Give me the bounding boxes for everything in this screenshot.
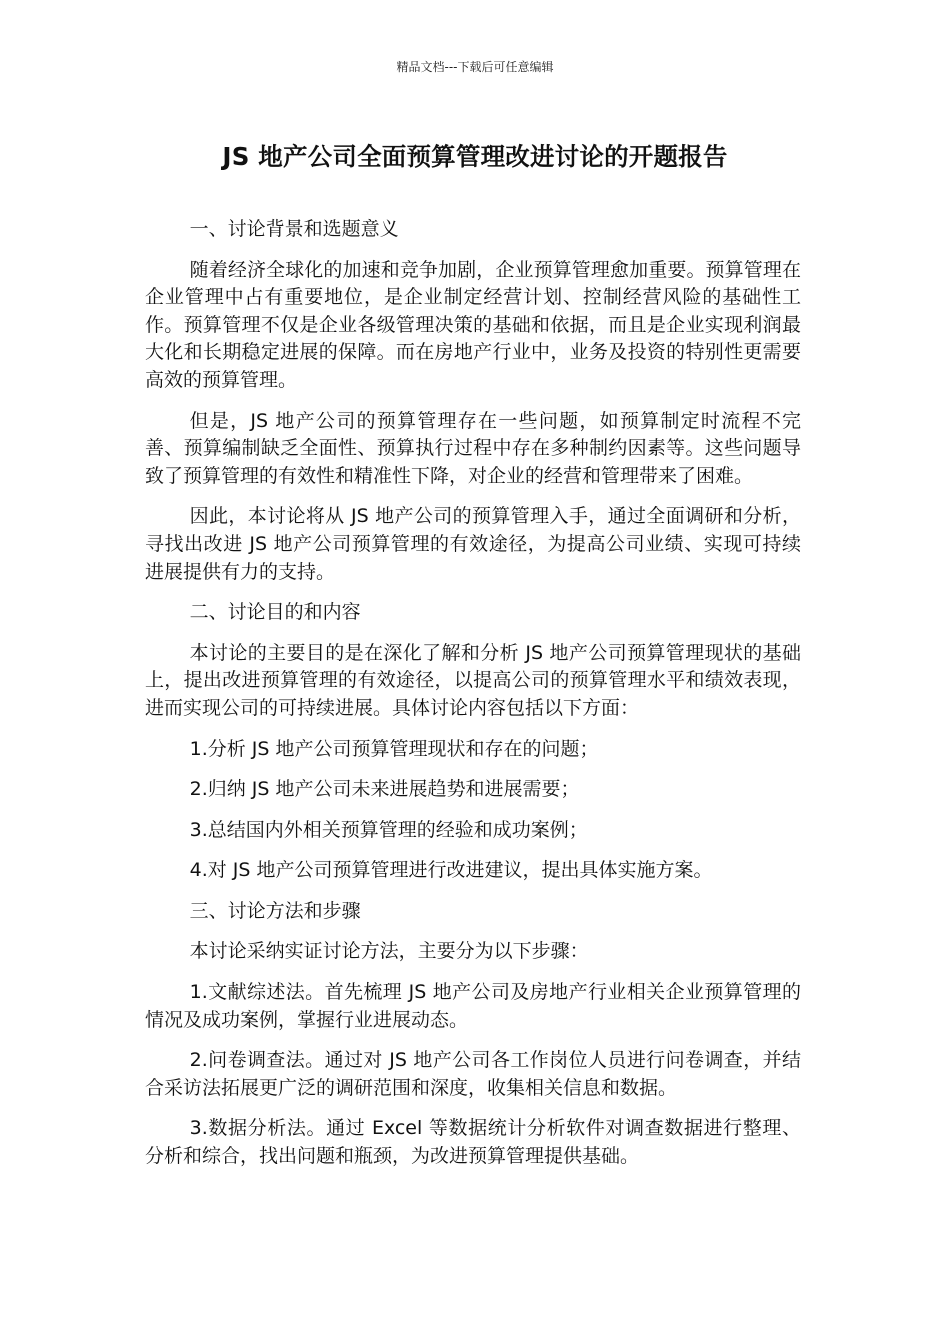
- section-heading-methods: 三、讨论方法和步骤: [189, 899, 361, 922]
- paragraph-background-3: 因此，本讨论将从 JS 地产公司的预算管理入手，通过全面调研和分析，寻找出改进 JS 地产公司预算管理的有效途径，为提高公司业绩、实现可持续进展提供有力的支持。: [145, 505, 801, 583]
- list-item-methods-1: 1.文献综述法。首先梳理 JS 地产公司及房地产行业相关企业预算管理的情况及成功案例，掌握行业进展动态。: [145, 981, 801, 1031]
- document-body: [145, 216, 801, 1184]
- paragraph-background-2: 但是，JS 地产公司的预算管理存在一些问题，如预算制定时流程不完善、预算编制缺乏全面性、预算执行过程中存在多种制约因素等。这些问题导致了预算管理的有效性和精准性下降，对企业的经营和管理带来了困难。: [145, 409, 801, 487]
- list-item-methods-3: 3.数据分析法。通过 Excel 等数据统计分析软件对调查数据进行整理、分析和综合，找出问题和瓶颈，为改进预算管理提供基础。: [145, 1117, 801, 1168]
- paragraph-purpose-1: 本讨论的主要目的是在深化了解和分析 JS 地产公司预算管理现状的基础上，提出改进预算管理的有效途径，以提高公司的预算管理水平和绩效表现，进而实现公司的可持续进展。具体讨论内容包括以下方面：: [145, 641, 801, 719]
- list-item-purpose-2: 2.归纳 JS 地产公司未来进展趋势和进展需要；: [189, 778, 580, 801]
- header-note: 精品文档---下载后可任意编辑: [396, 60, 554, 74]
- document-title: JS 地产公司全面预算管理改进讨论的开题报告: [222, 142, 728, 171]
- list-item-purpose-3: 3.总结国内外相关预算管理的经验和成功案例；: [189, 818, 588, 841]
- list-item-purpose-1: 1.分析 JS 地产公司预算管理现状和存在的问题；: [189, 737, 599, 760]
- section-heading-background: 一、讨论背景和选题意义: [189, 218, 399, 240]
- paragraph-background-1: 随着经济全球化的加速和竞争加剧，企业预算管理愈加重要。预算管理在企业管理中占有重要地位，是企业制定经营计划、控制经营风险的基础性工作。预算管理不仅是企业各级管理决策的基础和依据，而且是企业实现利润最大化和长期稳定进展的保障。而在房地产行业中，业务及投资的特别性更需要高效的预算管理。: [145, 258, 801, 391]
- list-item-purpose-4: 4.对 JS 地产公司预算管理进行改进建议，提出具体实施方案。: [189, 859, 713, 882]
- section-heading-purpose: 二、讨论目的和内容: [189, 601, 361, 624]
- paragraph-methods-1: 本讨论采纳实证讨论方法，主要分为以下步骤：: [189, 940, 589, 963]
- list-item-methods-2: 2.问卷调查法。通过对 JS 地产公司各工作岗位人员进行问卷调查，并结合采访法拓展更广泛的调研范围和深度，收集相关信息和数据。: [145, 1049, 801, 1099]
